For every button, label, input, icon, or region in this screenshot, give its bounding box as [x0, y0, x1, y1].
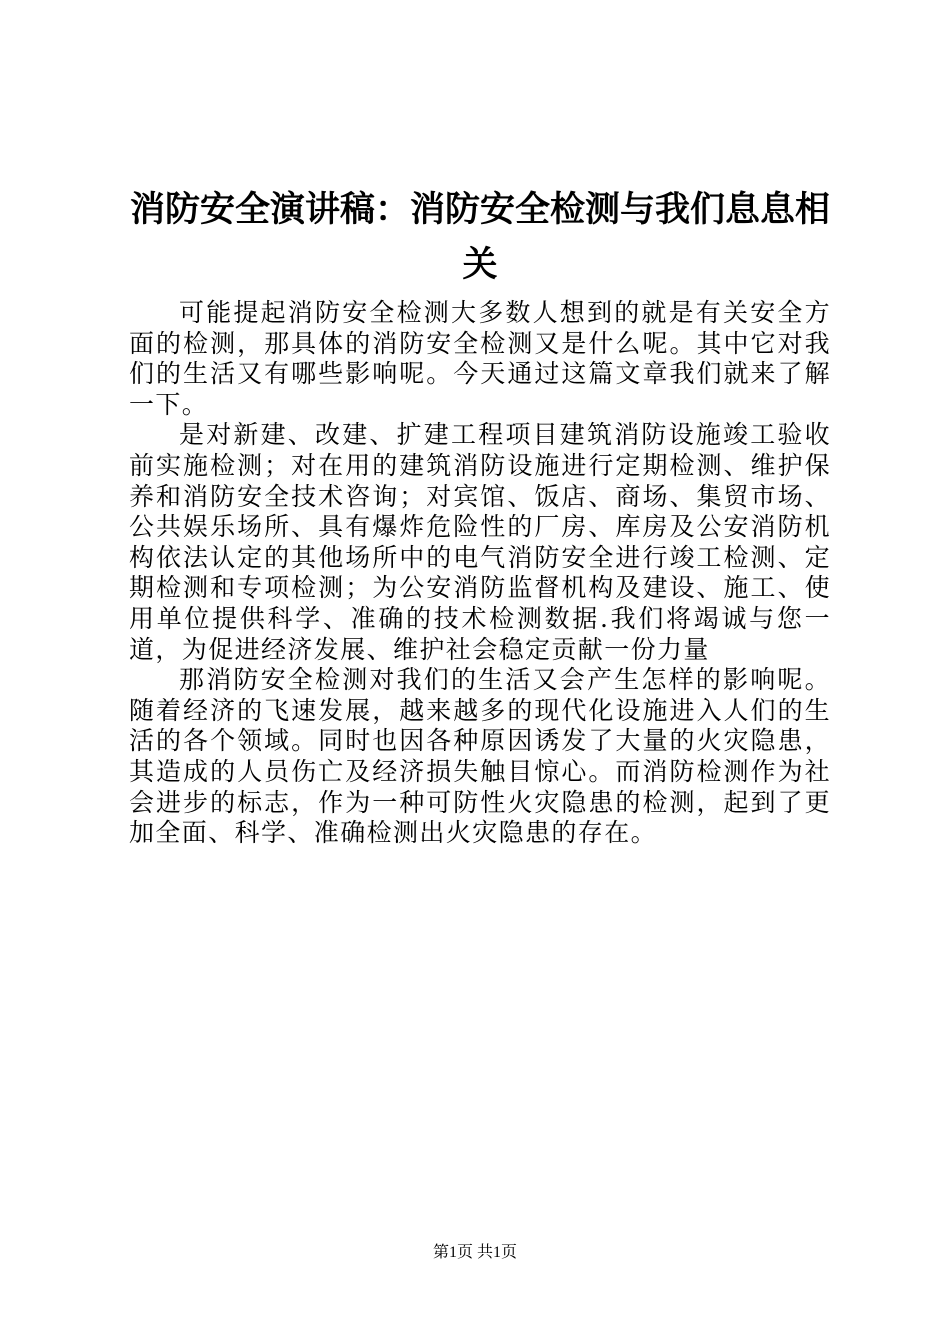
paragraph-scope: 是对新建、改建、扩建工程项目建筑消防设施竣工验收前实施检测；对在用的建筑消防设施进行定期检测、维护保养和消防安全技术咨询；对宾馆、饭店、商场、集贸市场、公共娱乐场所、具有爆炸危险性的厂房、库房及公安消防机构依法认定的其他场所中的电气消防安全进行竣工检测、定期检测和专项检测；为公安消防监督机构及建设、施工、使用单位提供科学、准确的技术检测数据.我们将竭诚与您一道，为促进经济发展、维护社会稳定贡献一份力量: [129, 420, 831, 664]
paragraph-intro: 可能提起消防安全检测大多数人想到的就是有关安全方面的检测，那具体的消防安全检测又是什么呢。其中它对我们的生活又有哪些影响呢。今天通过这篇文章我们就来了解一下。: [129, 298, 831, 419]
document-body: [129, 298, 831, 849]
page-number-footer: 第1页 共1页: [432, 1244, 517, 1261]
document-title: 消防安全演讲稿：消防安全检测与我们息息相关: [129, 190, 830, 285]
paragraph-impact: 那消防安全检测对我们的生活又会产生怎样的影响呢。随着经济的飞速发展，越来越多的现代化设施进入人们的生活的各个领域。同时也因各种原因诱发了大量的火灾隐患，其造成的人员伤亡及经济损失触目惊心。而消防检测作为社会进步的标志，作为一种可防性火灾隐患的检测，起到了更加全面、科学、准确检测出火灾隐患的存在。: [129, 665, 831, 848]
